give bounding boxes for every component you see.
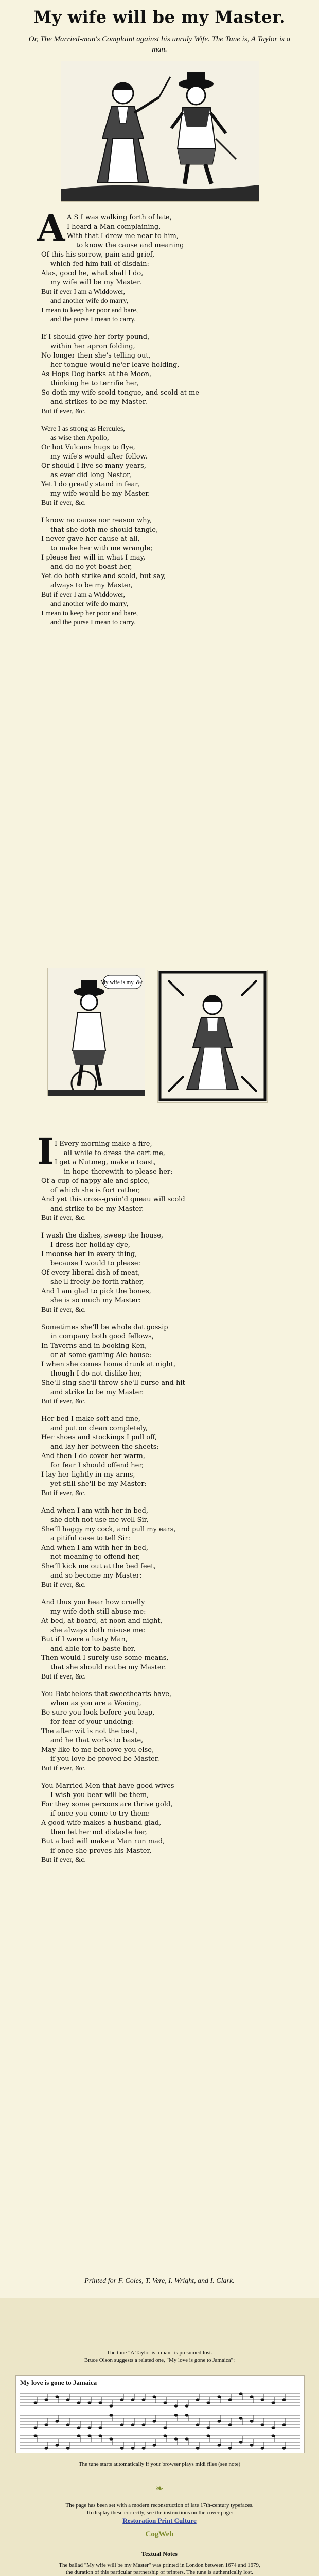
verse-line: thinking he to terrifie her, xyxy=(50,380,139,387)
verse-line: and put on clean completely, xyxy=(50,1425,148,1432)
music-note xyxy=(131,2423,134,2426)
music-note xyxy=(120,2398,123,2401)
verse-line: A S I was walking forth of late, xyxy=(67,214,172,222)
verse-line: But if I were a lusty Man, xyxy=(41,1636,128,1643)
verse-line: then let her not distaste her, xyxy=(50,1828,147,1836)
verse-line: Of a cup of nappy ale and spice, xyxy=(41,1177,150,1185)
verse-line: if you love be proved be Master. xyxy=(50,1755,160,1763)
music-note xyxy=(196,2398,199,2401)
verse-line: She'll sing she'll throw she'll curse and hit xyxy=(41,1379,185,1387)
verse-line: I mean to keep her poor and bare, xyxy=(41,307,138,314)
verse-line: which fed him full of disdain: xyxy=(50,260,149,268)
stanza-8 xyxy=(41,1415,262,1498)
verse-line: Sometimes she'll be whole dat gossip xyxy=(41,1324,168,1331)
verse-line: and able for to baste her, xyxy=(50,1645,136,1653)
music-note xyxy=(196,2447,199,2449)
verse-line: in company both good fellows, xyxy=(50,1333,154,1341)
woodcut-woman-illustration xyxy=(157,970,268,1103)
woodcut-couple-svg xyxy=(61,61,259,201)
music-note xyxy=(44,2423,48,2426)
verse-line: to make her with me wrangle; xyxy=(50,545,153,552)
verse-line: and strike to be my Master. xyxy=(50,1388,144,1396)
music-note xyxy=(206,2426,210,2429)
verse-line: But if ever, &c. xyxy=(41,408,86,415)
music-note xyxy=(66,2398,69,2401)
verse-line: a pitiful case to tell Sir: xyxy=(50,1535,130,1543)
music-note xyxy=(228,2447,232,2449)
stanza-11 xyxy=(41,1690,262,1773)
verse-line: You Married Men that have good wives xyxy=(41,1782,174,1790)
verse-part-1 xyxy=(41,213,262,628)
verse-line: A good wife makes a husband glad, xyxy=(41,1819,162,1827)
music-note xyxy=(196,2423,199,2426)
verse-line: Then would I surely use some means, xyxy=(41,1654,169,1662)
printer-imprint: Printed for F. Coles, T. Vere, I. Wright, and I. Clark. xyxy=(84,2277,235,2285)
music-note xyxy=(55,2395,59,2398)
verse-line: But if ever, &c. xyxy=(41,1214,86,1222)
verse-line: and lay her between the sheets: xyxy=(50,1443,159,1451)
music-note xyxy=(77,2434,80,2437)
verse-line: I heard a Man complaining, xyxy=(67,223,161,231)
stanza-9 xyxy=(41,1506,262,1590)
verse-line: But if ever, &c. xyxy=(41,499,86,507)
music-note xyxy=(98,2426,102,2429)
verse-line: For they some persons are thrive gold, xyxy=(41,1801,173,1808)
verse-line: But if ever, &c. xyxy=(41,1398,86,1405)
speech-scroll-text: My wife is my, &c. xyxy=(100,979,145,986)
verse-line: I know no cause nor reason why, xyxy=(41,517,152,524)
music-note xyxy=(55,2420,59,2422)
verse-line: when as you are a Wooing, xyxy=(50,1700,141,1707)
music-note xyxy=(77,2426,80,2429)
music-note xyxy=(228,2398,232,2401)
music-note xyxy=(239,2392,242,2395)
music-note xyxy=(185,2404,188,2407)
music-note xyxy=(271,2401,275,2404)
verse-line: But if ever, &c. xyxy=(41,1489,86,1497)
music-note xyxy=(239,2441,242,2443)
verse-line: she is so much my Master: xyxy=(50,1297,141,1304)
tune-note-2: Bruce Olson suggests a related one, "My love is gone to Jamaica": xyxy=(84,2357,235,2363)
music-title: My love is gone to Jamaica xyxy=(20,2379,97,2386)
stanza-5-cont xyxy=(41,1177,262,1223)
verse-line: in hope therewith to please her: xyxy=(64,1168,173,1176)
verse-line: But if ever, &c. xyxy=(41,1306,86,1314)
verse-line: my wife will be my Master. xyxy=(50,279,141,286)
verse-line: and another wife do marry, xyxy=(50,297,129,305)
music-note xyxy=(228,2423,232,2426)
music-note xyxy=(152,2444,156,2446)
woodcut-couple-illustration xyxy=(61,61,259,202)
music-note xyxy=(141,2423,145,2426)
tune-note-1: The tune "A Taylor is a man" is presumed lost. xyxy=(107,2350,212,2356)
music-note xyxy=(271,2426,275,2429)
verse-line: And then I do cover her warm, xyxy=(41,1452,146,1460)
music-note xyxy=(33,2434,37,2437)
music-note xyxy=(141,2398,145,2401)
music-note xyxy=(152,2395,156,2398)
verse-line: No longer then she's telling out, xyxy=(41,352,151,360)
music-note xyxy=(109,2404,113,2407)
music-note xyxy=(282,2398,286,2401)
music-staff xyxy=(20,2391,300,2409)
verse-line: I wish you bear will be them, xyxy=(50,1791,149,1799)
music-note xyxy=(33,2426,37,2429)
ballad-title: My wife will be my Master. xyxy=(33,7,286,27)
verse-line: Or should I live so many years, xyxy=(41,462,146,470)
music-note xyxy=(131,2398,134,2401)
verse-line: You Batchelors that sweethearts have, xyxy=(41,1690,172,1698)
music-note xyxy=(163,2434,167,2437)
verse-line: yet still she'll be my Master: xyxy=(50,1480,147,1488)
music-note xyxy=(260,2423,264,2426)
verse-line: my wife doth still abuse me: xyxy=(50,1608,146,1616)
verse-line: she'll freely be forth rather, xyxy=(50,1278,144,1286)
music-note xyxy=(250,2395,253,2398)
verse-line: that she doth me should tangle, xyxy=(50,526,158,534)
stanza-2 xyxy=(41,333,262,416)
textual-note: The ballad "My wife will be my Master" was printed in London between 1674 and 1679, xyxy=(59,2562,260,2568)
music-note xyxy=(217,2444,221,2446)
verse-line: not meaning to offend her, xyxy=(50,1553,140,1561)
verse-line: In Taverns and in booking Ken, xyxy=(41,1342,147,1350)
verse-line: as wise then Apollo, xyxy=(50,434,109,442)
verse-line: that she should not be my Master. xyxy=(50,1664,166,1671)
stanza-12 xyxy=(41,1782,262,1865)
verse-line: and another wife do marry, xyxy=(50,600,129,608)
woodcut-man-illustration xyxy=(47,968,145,1096)
verse-line: May like to me behoove you else, xyxy=(41,1746,154,1754)
music-note xyxy=(120,2447,123,2449)
music-note xyxy=(185,2437,188,2440)
music-note xyxy=(217,2395,221,2398)
verse-line: But if ever, &c. xyxy=(41,1581,86,1589)
verse-line: and the purse I mean to carry. xyxy=(50,316,136,324)
midi-note: The tune starts automatically if your browser plays midi files (see note) xyxy=(78,2461,241,2467)
music-note xyxy=(120,2423,123,2426)
verse-line: because I would to please: xyxy=(50,1260,140,1267)
textual-note: the duration of this particular partnership of printers. The tune is authentically lost. xyxy=(66,2569,253,2575)
stanza-1 xyxy=(41,213,262,250)
music-note xyxy=(87,2401,91,2404)
verse-line: And I am glad to pick the bones, xyxy=(41,1287,151,1295)
verse-line: I lay her lightly in my arms, xyxy=(41,1471,135,1479)
verse-line: I mean to keep her poor and bare, xyxy=(41,609,138,617)
music-note xyxy=(77,2401,80,2404)
verse-line: She'll haggy my cock, and pull my ears, xyxy=(41,1526,176,1533)
music-staff xyxy=(20,2433,300,2451)
music-note xyxy=(109,2437,113,2440)
verse-line: But if ever, &c. xyxy=(41,1765,86,1772)
stanza-4 xyxy=(41,516,262,628)
stanza-10 xyxy=(41,1598,262,1682)
verse-line: And yet this cross-grain'd queau will scold xyxy=(41,1196,185,1204)
music-note xyxy=(174,2404,178,2407)
music-note xyxy=(44,2447,48,2449)
music-note xyxy=(55,2444,59,2446)
verse-line: I never gave her cause at all, xyxy=(41,535,140,543)
verse-line: Her bed I make soft and fine, xyxy=(41,1415,141,1423)
verse-line: my wife's would after follow. xyxy=(50,453,148,461)
stanza-6 xyxy=(41,1231,262,1315)
verse-line: I Every morning make a fire, xyxy=(55,1140,152,1148)
verse-line: The after wit is not the best, xyxy=(41,1727,138,1735)
verse-line: So doth my wife scold tongue, and scold at me xyxy=(41,389,200,397)
music-note xyxy=(66,2423,69,2426)
verse-line: As Hops Dog barks at the Moon, xyxy=(41,370,152,378)
verse-line: and he that works to baste, xyxy=(50,1737,144,1744)
verse-line: within her apron folding, xyxy=(50,343,135,350)
verse-line: for fear of your undoing: xyxy=(50,1718,134,1726)
music-note xyxy=(206,2434,210,2437)
verse-line: I please her will in what I may, xyxy=(41,554,146,562)
music-note xyxy=(163,2401,167,2404)
music-note xyxy=(250,2420,253,2422)
music-note xyxy=(152,2420,156,2422)
music-score xyxy=(15,2375,305,2453)
music-note xyxy=(250,2444,253,2446)
verse-part-2 xyxy=(41,1140,262,1865)
notes-area xyxy=(0,2298,319,2576)
music-note xyxy=(66,2447,69,2449)
verse-line: And thus you hear how cruelly xyxy=(41,1599,145,1606)
verse-line: all while to dress the cart me, xyxy=(64,1149,165,1157)
music-note xyxy=(141,2447,145,2449)
music-note xyxy=(174,2414,178,2416)
music-note xyxy=(239,2417,242,2419)
dropcap-i: I xyxy=(37,1130,54,1173)
verse-line: and strike to be my Master. xyxy=(50,1205,144,1213)
verse-line: But if ever I am a Widdower, xyxy=(41,288,126,296)
music-note xyxy=(174,2437,178,2440)
verse-line: I get a Nutmeg, make a toast, xyxy=(55,1159,156,1166)
verse-line: And when I am with her in bed, xyxy=(41,1507,148,1515)
music-note xyxy=(131,2447,134,2449)
ornament-divider-icon: ❧ xyxy=(155,2483,164,2494)
verse-line: if once she proves his Master, xyxy=(50,1847,152,1855)
verse-line: If I should give her forty pound, xyxy=(41,333,150,341)
verse-line: Were I as strong as Hercules, xyxy=(41,425,125,433)
verse-line: Of every liberal dish of meat, xyxy=(41,1269,140,1277)
verse-line: But if ever, &c. xyxy=(41,1856,86,1864)
verse-line: I when she comes home drunk at night, xyxy=(41,1361,176,1368)
verse-line: my wife would be my Master. xyxy=(50,490,150,498)
music-note xyxy=(87,2434,91,2437)
verse-line: to know the cause and meaning xyxy=(76,242,184,249)
verse-line: She'll kick me out at the bed feet, xyxy=(41,1563,156,1570)
verse-line: I wash the dishes, sweep the house, xyxy=(41,1232,164,1240)
textual-notes-heading: Textual Notes xyxy=(141,2550,178,2557)
restoration-print-culture-link[interactable]: Restoration Print Culture xyxy=(122,2517,197,2524)
verse-line: Yet do both strike and scold, but say, xyxy=(41,572,166,580)
stanza-5 xyxy=(41,1140,262,1177)
music-note xyxy=(260,2398,264,2401)
verse-line: I moonse her in every thing, xyxy=(41,1250,137,1258)
music-note xyxy=(260,2447,264,2449)
verse-line: Alas, good he, what shall I do, xyxy=(41,269,144,277)
music-note xyxy=(271,2434,275,2437)
verse-line: for fear I should offend her, xyxy=(50,1462,144,1469)
verse-line: Her shoes and stockings I pull off, xyxy=(41,1434,157,1442)
verse-line: her tongue would ne'er leave holding, xyxy=(50,361,180,369)
stanza-3 xyxy=(41,425,262,508)
music-note xyxy=(185,2414,188,2416)
verse-line: Or hot Vulcans hugs to flye, xyxy=(41,444,135,451)
verse-line: Be sure you look before you leap, xyxy=(41,1709,155,1717)
verse-line: she doth not use me well Sir, xyxy=(50,1516,149,1524)
dropcap-a: A xyxy=(37,207,65,249)
verse-line: And when I am with her in bed, xyxy=(41,1544,148,1552)
typeface-note-1: The page has been set with a modern reconstruction of late 17th-century typefaces. xyxy=(65,2502,254,2509)
music-note xyxy=(163,2426,167,2429)
verse-line: always to be my Master, xyxy=(50,582,133,589)
verse-line: and do no yet boast her, xyxy=(50,563,132,571)
verse-line: But if ever I am a Widdower, xyxy=(41,591,126,599)
verse-line: I dress her holiday dye, xyxy=(50,1241,130,1249)
typeface-note-2: To display these correctly, see the instructions on the cover page: xyxy=(86,2510,233,2516)
verse-line: though I do not dislike her, xyxy=(50,1370,142,1378)
music-note xyxy=(282,2447,286,2449)
music-note xyxy=(44,2398,48,2401)
verse-line: of which she is fort rather, xyxy=(50,1187,140,1194)
music-note xyxy=(109,2414,113,2416)
verse-line: At bed, at board, at noon and night, xyxy=(41,1617,163,1625)
verse-line: But a bad will make a Man run mad, xyxy=(41,1838,165,1845)
music-note xyxy=(98,2434,102,2437)
verse-line: and strikes to be my Master. xyxy=(50,398,147,406)
music-note xyxy=(98,2401,102,2404)
music-note xyxy=(206,2401,210,2404)
verse-line: if once you come to try them: xyxy=(50,1810,150,1818)
verse-line: Yet I do greatly stand in fear, xyxy=(41,481,140,488)
music-note xyxy=(217,2420,221,2422)
music-note xyxy=(87,2426,91,2429)
music-note xyxy=(282,2423,286,2426)
music-note xyxy=(33,2401,37,2404)
verse-line: and the purse I mean to carry. xyxy=(50,619,136,626)
verse-line: or at some gaming Ale-house: xyxy=(50,1351,152,1359)
verse-line: With that I drew me near to him, xyxy=(67,232,179,240)
verse-line: Of this his sorrow, pain and grief, xyxy=(41,251,155,259)
verse-line: as ever did long Nestor, xyxy=(50,471,132,479)
music-staff xyxy=(20,2413,300,2430)
stanza-1-cont xyxy=(41,250,262,325)
verse-line: she always doth misuse me: xyxy=(50,1626,146,1634)
ballad-subtitle: Or, The Married-man's Complaint against his unruly Wife. The Tune is, A Taylor is a man. xyxy=(28,35,291,54)
verse-line: But if ever, &c. xyxy=(41,1673,86,1681)
cogweb-logo[interactable]: CogWeb xyxy=(145,2530,174,2538)
stanza-7 xyxy=(41,1323,262,1406)
verse-line: and so become my Master: xyxy=(50,1572,142,1580)
